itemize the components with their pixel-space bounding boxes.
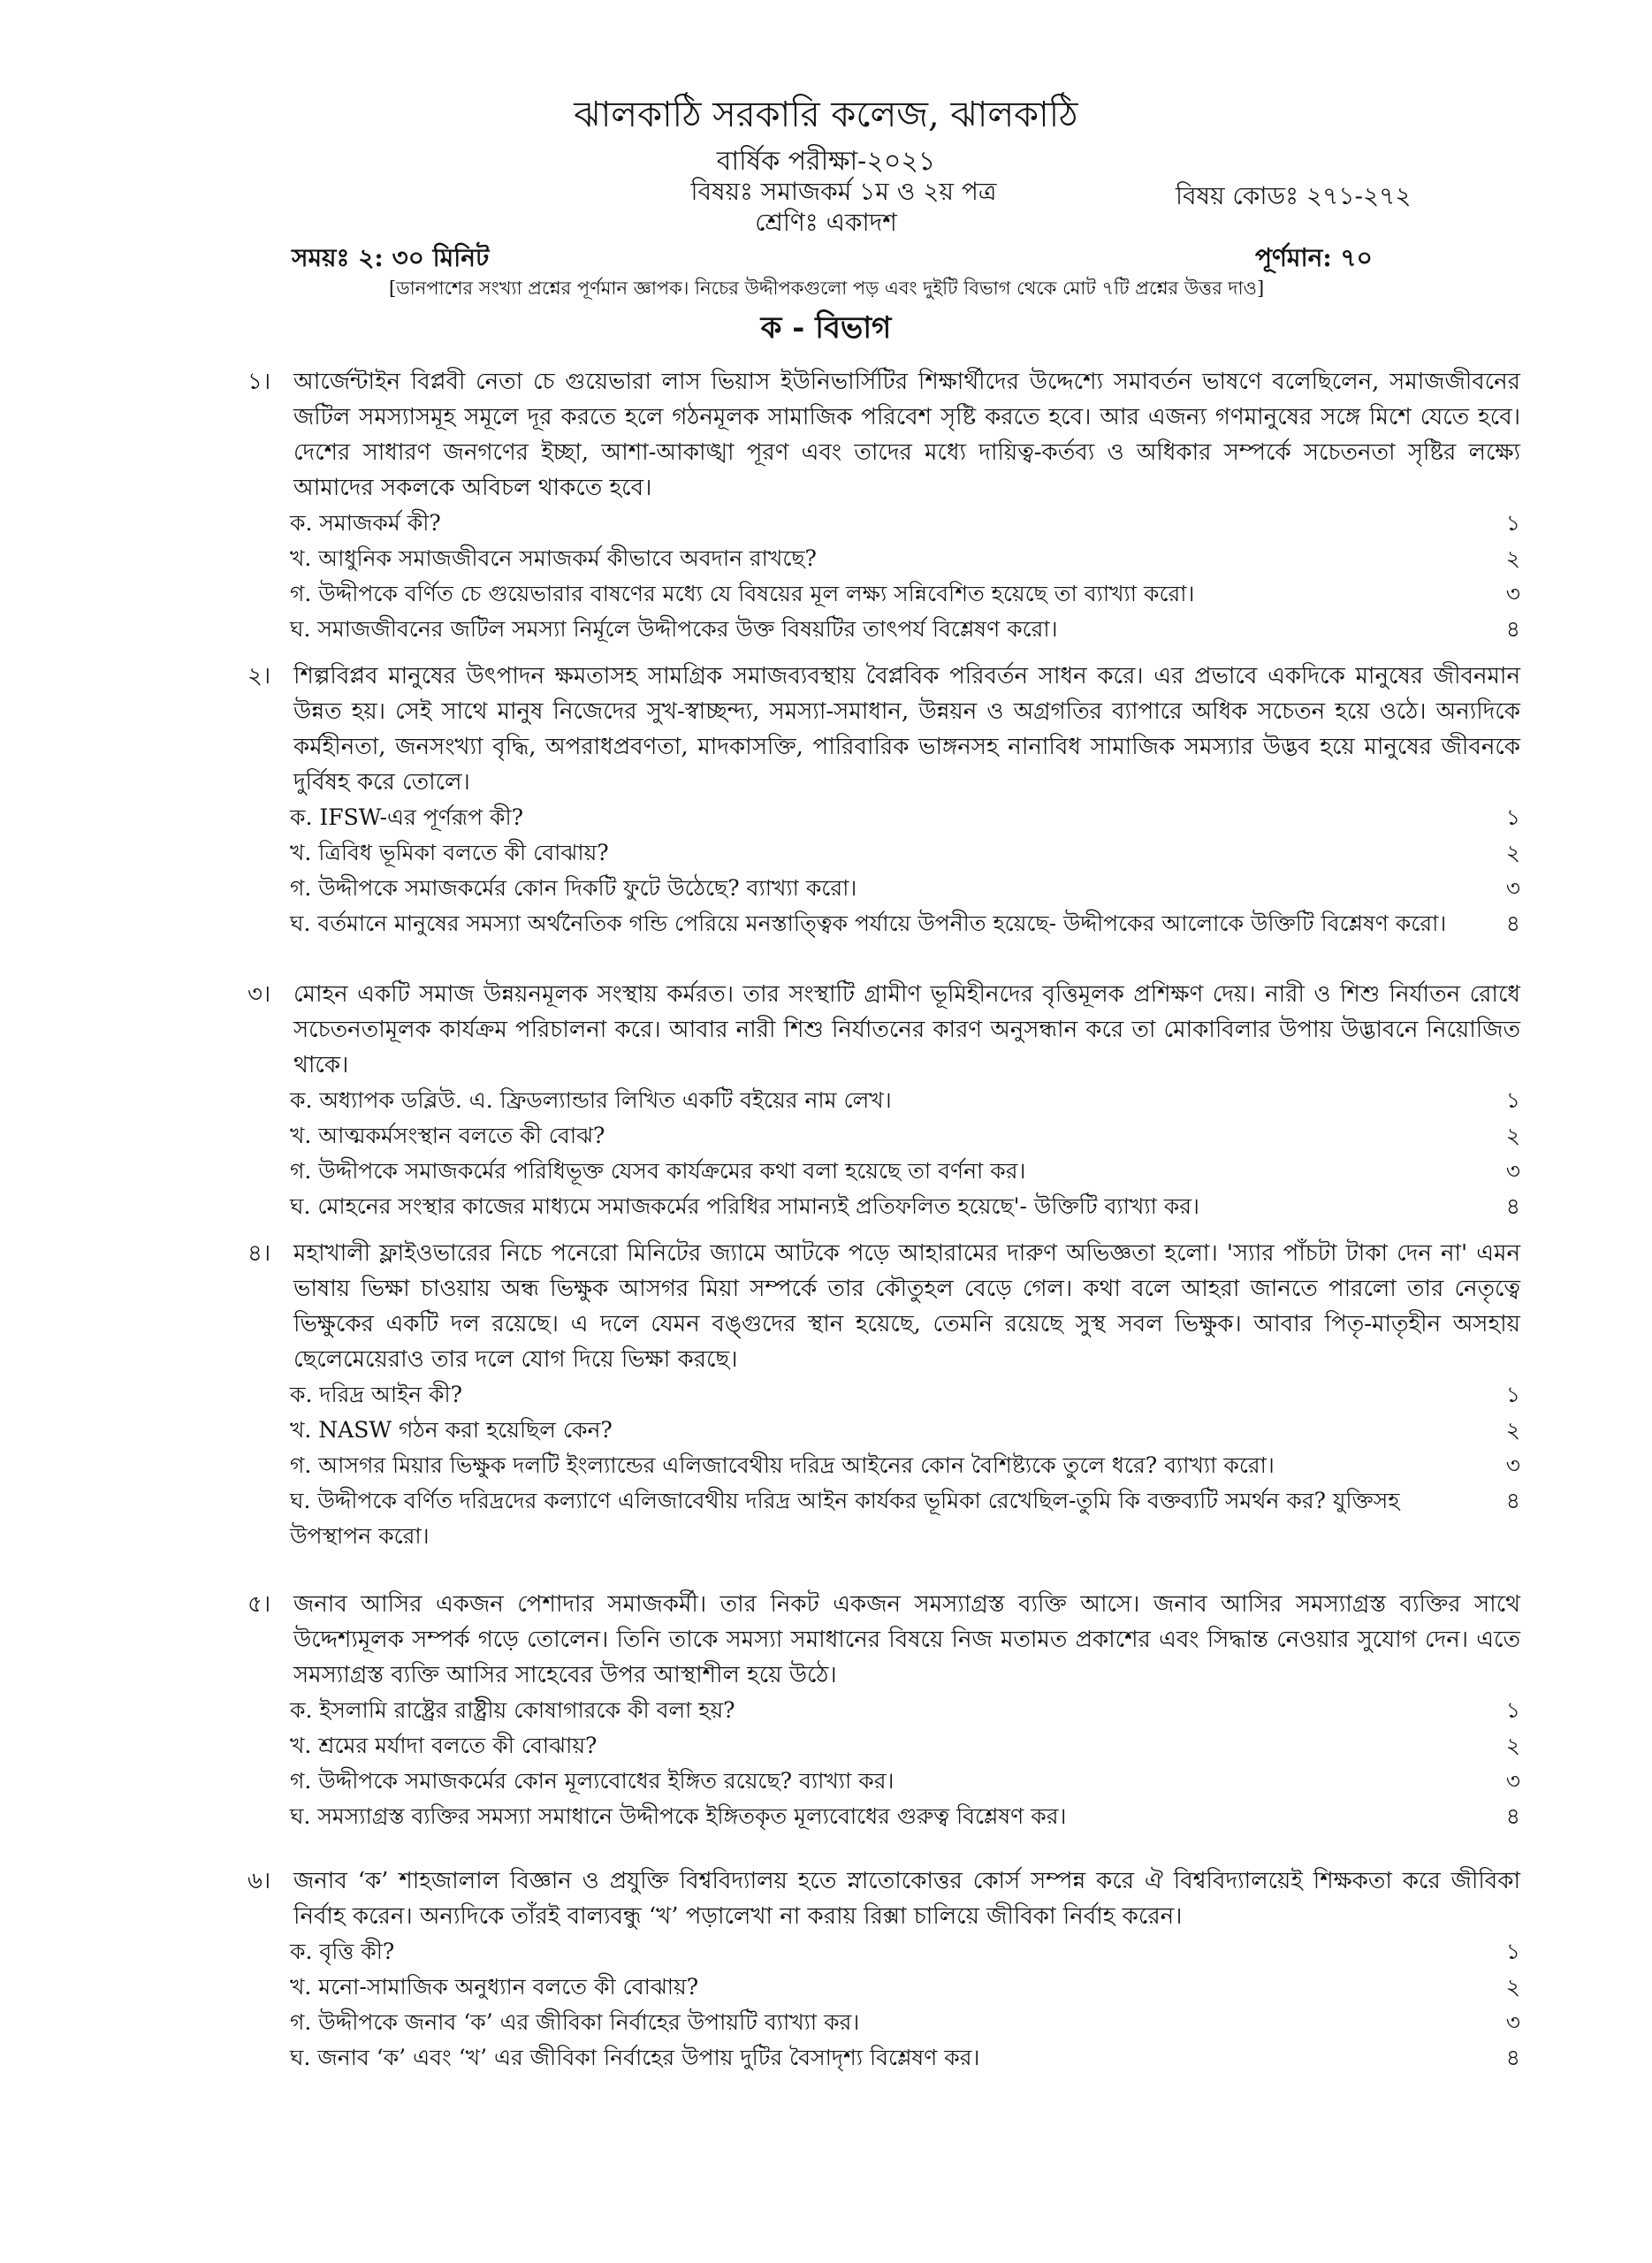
stem-text: জনাব ‘ক’ শাহজালাল বিজ্ঞান ও প্রযুক্তি বিশ্ববিদ্যালয় হতে স্নাতোকোত্তর কোর্স সম্পন্ন করে ঐ বিশ্ববিদ্যালয়েই শিক্ষকতা করে জীবিকা নির্বাহ করেন। অন্যদিকে তাঁরই বাল্যবন্ধু ‘খ’ পড়ালেখা না করায় রিক্সা চালিয়ে জীবিকা নির্বাহ করেন।: [293, 1868, 1520, 1930]
question-number: ৩।: [247, 981, 271, 1008]
sub-question-list: [247, 800, 1520, 941]
sub-question-list: [247, 506, 1520, 647]
sub-question-mark: ৩: [1505, 875, 1520, 901]
sub-question: [247, 506, 1520, 541]
sub-question-mark: ১: [1505, 1382, 1520, 1407]
question-6: [247, 1863, 1520, 2076]
sub-question-mark: ২: [1505, 545, 1520, 571]
sub-question: [247, 1483, 1520, 1554]
sub-question-list: [247, 1377, 1520, 1554]
sub-question: [247, 800, 1520, 835]
full-marks: পূর্ণমান: ৭০: [1255, 243, 1373, 272]
sub-question-mark: ৪: [1505, 1488, 1520, 1513]
sub-question-list: [247, 1083, 1520, 1224]
question-stem: [247, 977, 1520, 1083]
sub-question-text: ক. বৃত্তি কী?: [290, 1939, 395, 1964]
sub-question: [247, 541, 1520, 576]
sub-question: [247, 1189, 1520, 1224]
sub-question: [247, 1083, 1520, 1118]
sub-question: [247, 1728, 1520, 1764]
question-stem: [247, 1587, 1520, 1693]
sub-question: [247, 1413, 1520, 1448]
sub-question-mark: ৪: [1505, 911, 1520, 936]
sub-question: [247, 2040, 1520, 2076]
sub-question-text: ঘ. মোহনের সংস্থার কাজের মাধ্যমে সমাজকর্মের পরিধির সামান্যই প্রতিফলিত হয়েছে'- উক্তিটি ব্যাখ্যা কর।: [290, 1193, 1199, 1219]
sub-question: [247, 906, 1520, 941]
section-heading: ক - বিভাগ: [760, 310, 892, 346]
sub-question-text: গ. আসগর মিয়ার ভিক্ষুক দলটি ইংল্যান্ডের এলিজাবেথীয় দরিদ্র আইনের কোন বৈশিষ্ট্যকে তুলে ধরে? ব্যাখ্যা করো।: [290, 1452, 1275, 1478]
stem-text: শিল্পবিপ্লব মানুষের উৎপাদন ক্ষমতাসহ সামগ্রিক সমাজব্যবস্থায় বৈপ্লবিক পরিবর্তন সাধন করে। এর প্রভাবে একদিকে মানুষের জীবনমান উন্নত হয়। সেই সাথে মানুষ নিজেদের সুখ-স্বাচ্ছন্দ্য, সমস্যা-সমাধান, উন্নয়ন ও অগ্রগতির ব্যাপারে অধিক সচেতন হয়ে ওঠে। অন্যদিকে কর্মহীনতা, জনসংখ্যা বৃদ্ধি, অপরাধপ্রবণতা, মাদকাসক্তি, পারিবারিক ভাঙ্গনসহ নানাবিধ সামাজিক সমস্যার উদ্ভব হয়ে মানুষের জীবনকে দুর্বিষহ করে তোলে।: [293, 663, 1520, 796]
sub-question-text: ক. অধ্যাপক ডব্লিউ. এ. ফ্রিডল্যান্ডার লিখিত একটি বইয়ের নাম লেখ।: [290, 1087, 892, 1113]
stem-text: আর্জেন্টাইন বিপ্লবী নেতা চে গুয়েভারা লাস ভিয়াস ইউনিভার্সিটির শিক্ষার্থীদের উদ্দেশ্যে সমাবর্তন ভাষণে বলেছিলেন, সমাজজীবনের জটিল সমস্যাসমূহ সমূলে দূর করতে হলে গঠনমূলক সামাজিক পরিবেশ সৃষ্টি করতে হবে। আর এজন্য গণমানুষের সঙ্গে মিশে যেতে হবে। দেশের সাধারণ জনগণের ইচ্ছা, আশা-আকাঙ্খা পূরণ এবং তাদের মধ্যে দায়িত্ব-কর্তব্য ও অধিকার সম্পর্কে সচেতনতা সৃষ্টির লক্ষ্যে আমাদের সকলকে অবিচল থাকতে হবে।: [293, 369, 1520, 501]
sub-question-mark: ৪: [1505, 616, 1520, 642]
sub-question-text: খ. আধুনিক সমাজজীবনে সমাজকর্ম কীভাবে অবদান রাখছে?: [290, 545, 817, 571]
sub-question-mark: ২: [1505, 1733, 1520, 1758]
sub-question: [247, 1764, 1520, 1799]
sub-question-text: ক. সমাজকর্ম কী?: [290, 510, 441, 536]
sub-question-mark: ৪: [1505, 1803, 1520, 1829]
sub-question-text: গ. উদ্দীপকে সমাজকর্মের কোন মূল্যবোধের ইঙ্গিত রয়েছে? ব্যাখ্যা কর।: [290, 1768, 895, 1794]
sub-question-mark: ১: [1505, 1087, 1520, 1113]
sub-question-mark: ৩: [1505, 2009, 1520, 2035]
sub-question-mark: ২: [1505, 1417, 1520, 1443]
sub-question-mark: ১: [1505, 1697, 1520, 1723]
subject-line: বিষয়ঃ সমাজকর্ম ১ম ও ২য় পত্র: [690, 177, 997, 206]
question-stem: [247, 659, 1520, 800]
sub-question-mark: ১: [1505, 510, 1520, 536]
question-number: ২।: [247, 663, 271, 690]
sub-question-mark: ২: [1505, 840, 1520, 865]
sub-question: [247, 1118, 1520, 1154]
subject-code: বিষয় কোডঃ ২৭১-২৭২: [1176, 181, 1412, 210]
exam-name: বার্ষিক পরীক্ষা-২০২১: [716, 146, 936, 177]
sub-question: [247, 1154, 1520, 1189]
sub-question-text: ক. দরিদ্র আইন কী?: [290, 1382, 463, 1407]
college-title: ঝালকাঠি সরকারি কলেজ, ঝালকাঠি: [574, 95, 1078, 135]
sub-question-text: খ. NASW গঠন করা হয়েছিল কেন?: [290, 1417, 613, 1443]
sub-question-mark: ৩: [1505, 1158, 1520, 1184]
sub-question-list: [247, 1693, 1520, 1834]
question-1: [247, 364, 1520, 647]
sub-question-mark: ২: [1505, 1974, 1520, 2000]
stem-text: জনাব আসির একজন পেশাদার সমাজকর্মী। তার নিকট একজন সমস্যাগ্রস্ত ব্যক্তি আসে। জনাব আসির সমস্যাগ্রস্ত ব্যক্তির সাথে উদ্দেশ্যমূলক সম্পর্ক গড়ে তোলেন। তিনি তাকে সমস্যা সমাধানের বিষয়ে নিজ মতামত প্রকাশের এবং সিদ্ধান্ত নেওয়ার সুযোগ দেন। এতে সমস্যাগ্রস্ত ব্যক্তি আসির সাহেবের উপর আস্থাশীল হয়ে উঠে।: [293, 1591, 1520, 1688]
sub-question-mark: ৩: [1505, 1768, 1520, 1794]
sub-question-text: ঘ. বর্তমানে মানুষের সমস্যা অর্থনৈতিক গন্ডি পেরিয়ে মনস্তাত্ত্বিক পর্যায়ে উপনীত হয়েছে- উদ্দীপকের আলোকে উক্তিটি বিশ্লেষণ করো।: [290, 911, 1447, 936]
sub-question-text: ঘ. সমাজজীবনের জটিল সমস্যা নির্মূলে উদ্দীপকের উক্ত বিষয়টির তাৎপর্য বিশ্লেষণ করো।: [290, 616, 1058, 642]
sub-question-text: খ. ত্রিবিধ ভূমিকা বলতে কী বোঝায়?: [290, 840, 609, 865]
question-3: [247, 977, 1520, 1224]
sub-question: [247, 2005, 1520, 2040]
time-allowed: সময়ঃ ২: ৩০ মিনিট: [292, 243, 490, 272]
sub-question-text: ক. IFSW-এর পূর্ণরূপ কী?: [290, 804, 524, 830]
question-stem: [247, 1236, 1520, 1377]
instructions: [ডানপাশের সংখ্যা প্রশ্নের পূর্ণমান জ্ঞাপক। নিচের উদ্দীপকগুলো পড় এবং দুইটি বিভাগ থেকে মোট ৭টি প্রশ্নের উত্তর দাও]: [389, 278, 1265, 299]
sub-question-mark: ৩: [1505, 1452, 1520, 1478]
sub-question-list: [247, 1934, 1520, 2076]
sub-question: [247, 1934, 1520, 1970]
class-line: শ্রেণিঃ একাদশ: [755, 208, 897, 237]
question-number: ১।: [247, 369, 271, 395]
question-number: ৫।: [247, 1591, 271, 1618]
question-stem: [247, 364, 1520, 506]
sub-question-text: ঘ. জনাব ‘ক’ এবং ‘খ’ এর জীবিকা নির্বাহের উপায় দুটির বৈসাদৃশ্য বিশ্লেষণ কর।: [290, 2045, 980, 2070]
sub-question-mark: ২: [1505, 1123, 1520, 1148]
question-2: [247, 659, 1520, 941]
question-4: [247, 1236, 1520, 1554]
sub-question: [247, 1799, 1520, 1834]
stem-text: মহাখালী ফ্লাইওভারের নিচে পনেরো মিনিটের জ্যামে আটকে পড়ে আহারামের দারুণ অভিজ্ঞতা হলো। 'স্যার পাঁচটা টাকা দেন না' এমন ভাষায় ভিক্ষা চাওয়ায় অন্ধ ভিক্ষুক আসগর মিয়া সম্পর্কে তার কৌতুহল বেড়ে গেল। কথা বলে আহরা জানতে পারলো তার নেতৃত্বে ভিক্ষুকের একটি দল রয়েছে। এ দলে যেমন বঙ্গুদের স্থান হয়েছে, তেমনি রয়েছে সুস্থ সবল ভিক্ষুক। আবার পিতৃ-মাতৃহীন অসহায় ছেলেমেয়েরাও তার দলে যোগ দিয়ে ভিক্ষা করছে।: [293, 1240, 1520, 1373]
sub-question-mark: ১: [1505, 804, 1520, 830]
sub-question-mark: ৩: [1505, 581, 1520, 606]
sub-question-text: ঘ. উদ্দীপকে বর্ণিত দরিদ্রদের কল্যাণে এলিজাবেথীয় দরিদ্র আইন কার্যকর ভূমিকা রেখেছিল-তুমি কি বক্তব্যটি সমর্থন কর? যুক্তিসহ উপস্থাপন করো।: [290, 1488, 1400, 1549]
question-5: [247, 1587, 1520, 1834]
sub-question-mark: ৪: [1505, 1193, 1520, 1219]
sub-question-text: গ. উদ্দীপকে বর্ণিত চে গুয়েভারার বাষণের মধ্যে যে বিষয়ের মূল লক্ষ্য সন্নিবেশিত হয়েছে তা ব্যাখ্যা করো।: [290, 581, 1195, 606]
sub-question-text: ক. ইসলামি রাষ্ট্রের রাষ্ট্রীয় কোষাগারকে কী বলা হয়?: [290, 1697, 735, 1723]
sub-question-mark: ৪: [1505, 2045, 1520, 2070]
stem-text: মোহন একটি সমাজ উন্নয়নমূলক সংস্থায় কর্মরত। তার সংস্থাটি গ্রামীণ ভূমিহীনদের বৃত্তিমূলক প্রশিক্ষণ দেয়। নারী ও শিশু নির্যাতন রোধে সচেতনতামূলক কার্যক্রম পরিচালনা করে। আবার নারী শিশু নির্যাতনের কারণ অনুসন্ধান করে তা মোকাবিলার উপায় উদ্ভাবনে নিয়োজিত থাকে।: [293, 981, 1520, 1078]
sub-question: [247, 835, 1520, 871]
question-number: ৪।: [247, 1240, 271, 1267]
sub-question-text: গ. উদ্দীপকে সমাজকর্মের কোন দিকটি ফুটে উঠেছে? ব্যাখ্যা করো।: [290, 875, 857, 901]
sub-question-text: গ. উদ্দীপকে জনাব ‘ক’ এর জীবিকা নির্বাহের উপায়টি ব্যাখ্যা কর।: [290, 2009, 860, 2035]
question-stem: [247, 1863, 1520, 1934]
sub-question-text: খ. মনো-সামাজিক অনুধ্যান বলতে কী বোঝায়?: [290, 1974, 699, 2000]
sub-question: [247, 1970, 1520, 2005]
sub-question-text: ঘ. সমস্যাগ্রস্ত ব্যক্তির সমস্যা সমাধানে উদ্দীপকে ইঙ্গিতকৃত মূল্যবোধের গুরুত্ব বিশ্লেষণ কর।: [290, 1803, 1067, 1829]
sub-question: [247, 1377, 1520, 1413]
sub-question-text: খ. আত্মকর্মসংস্থান বলতে কী বোঝ?: [290, 1123, 605, 1148]
sub-question: [247, 1693, 1520, 1728]
sub-question-text: খ. শ্রমের মর্যাদা বলতে কী বোঝায়?: [290, 1733, 598, 1758]
sub-question: [247, 576, 1520, 612]
sub-question-mark: ১: [1505, 1939, 1520, 1964]
question-number: ৬।: [247, 1868, 271, 1894]
sub-question: [247, 612, 1520, 647]
sub-question: [247, 1448, 1520, 1483]
sub-question-text: গ. উদ্দীপকে সমাজকর্মের পরিধিভূক্ত যেসব কার্যক্রমের কথা বলা হয়েছে তা বর্ণনা কর।: [290, 1158, 1026, 1184]
sub-question: [247, 871, 1520, 906]
